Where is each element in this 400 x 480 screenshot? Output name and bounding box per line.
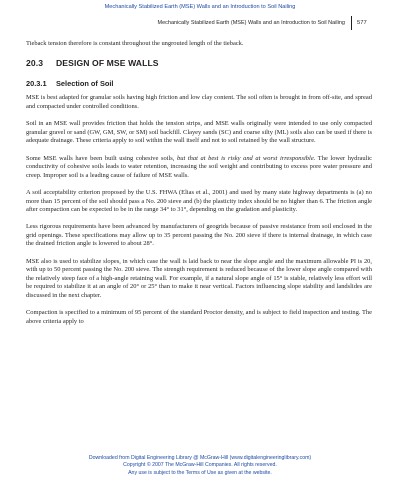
header-divider bbox=[351, 16, 352, 30]
section-title: DESIGN OF MSE WALLS bbox=[56, 58, 159, 69]
footer-terms-link[interactable]: Any use is subject to the Terms of Use as given at the website. bbox=[128, 469, 272, 476]
page-number: 577 bbox=[357, 20, 367, 26]
subsection-heading bbox=[26, 79, 372, 88]
cohesive-text-end: The lower hydraulic conductivity of cohesive soils leads to water retention, increasing the soil weight and contributing to excess pore water pressure and creep. Improper soil is a leading cause of failure of MSE walls. bbox=[26, 154, 372, 179]
footer-notice bbox=[0, 455, 400, 477]
cohesive-text-start: Some MSE walls have been built using cohesive soils, bbox=[26, 154, 178, 162]
page-body bbox=[26, 40, 372, 326]
subsection-number: 20.3.1 bbox=[26, 79, 47, 89]
running-head: Mechanically Stabilized Earth (MSE) Walls and an Introduction to Soil Nailing bbox=[157, 20, 345, 26]
paragraph-soil-suitability: MSE is best adapted for granular soils having high friction and low clay content. The soil often is brought in from off-site, and spread and compacted under controlled conditions. bbox=[26, 94, 372, 110]
footer-copyright: Copyright © 2007 The McGraw-Hill Companies. All rights reserved. bbox=[123, 462, 277, 469]
paragraph-friction-backfill: Soil in an MSE wall provides friction that holds the tension strips, and MSE walls originally were intended to use only compacted granular gravel or sand (GW, GM, SW, or SM) soil backfill. Clayey sands (SC) and coarse silty (ML) soils also can be used if there is adequate drainage. These criteria apply to soil within the wall itself and not to soil retained by the wall structure. bbox=[26, 120, 372, 145]
paragraph-geogrid-requirements: Less rigorous requirements have been advanced by manufacturers of geogrids because of passive resistance from soil enclosed in the grid openings. These specifications may allow up to 35 percent passing the No. 200 sieve if there is internal drainage, in which case the drained friction angle is lowered to about 28°. bbox=[26, 223, 372, 248]
footer-download-link[interactable]: Downloaded from Digital Engineering Library @ McGraw-Hill (www.digitalengineeringlibrary.com) bbox=[88, 455, 312, 461]
section-number: 20.3 bbox=[26, 58, 44, 69]
subsection-title: Selection of Soil bbox=[56, 79, 114, 89]
intro-paragraph: Tieback tension therefore is constant throughout the ungrouted length of the tieback. bbox=[26, 40, 244, 47]
paragraph-fhwa-criterion: A soil acceptability criterion proposed by the U.S. FHWA (Elias et al., 2001) and used by many state highway departments is (a) no more than 15 percent of the soil should pass a No. 200 sieve and (b) the plasticity index should be no higher than 6. The friction angle after compaction can be expected to be in the range 34° to 31°, depending on the gradation and plasticity. bbox=[26, 189, 372, 213]
paragraph-cohesive-soils bbox=[26, 155, 372, 180]
section-heading bbox=[26, 58, 372, 68]
paragraph-slope-stabilization: MSE also is used to stabilize slopes, in which case the wall is laid back to near the slope angle and the maximum allowable PI is 20, with up to 50 percent passing the No. 200 sieve. The strength requirement is reduced because of the lower slope angle compared with the relatively steep face of a high-angle retaining wall. For example, if a natural slope angle of 15° is stable, relatively less effort will be required to stabilize it at an angle of 20° or 25° than to make it near vertical. Factors influencing slope stability and landslides are discussed in the next chapter. bbox=[26, 257, 372, 299]
paragraph-compaction: Compaction is specified to a minimum of 95 percent of the standard Proctor density, and is subject to field inspection and testing. The above criteria apply to bbox=[26, 309, 372, 325]
cohesive-warning-italic: but that at best is risky and at worst irresponsible. bbox=[177, 154, 316, 162]
top-banner-link[interactable]: Mechanically Stabilized Earth (MSE) Walls and an Introduction to Soil Nailing bbox=[104, 4, 296, 10]
